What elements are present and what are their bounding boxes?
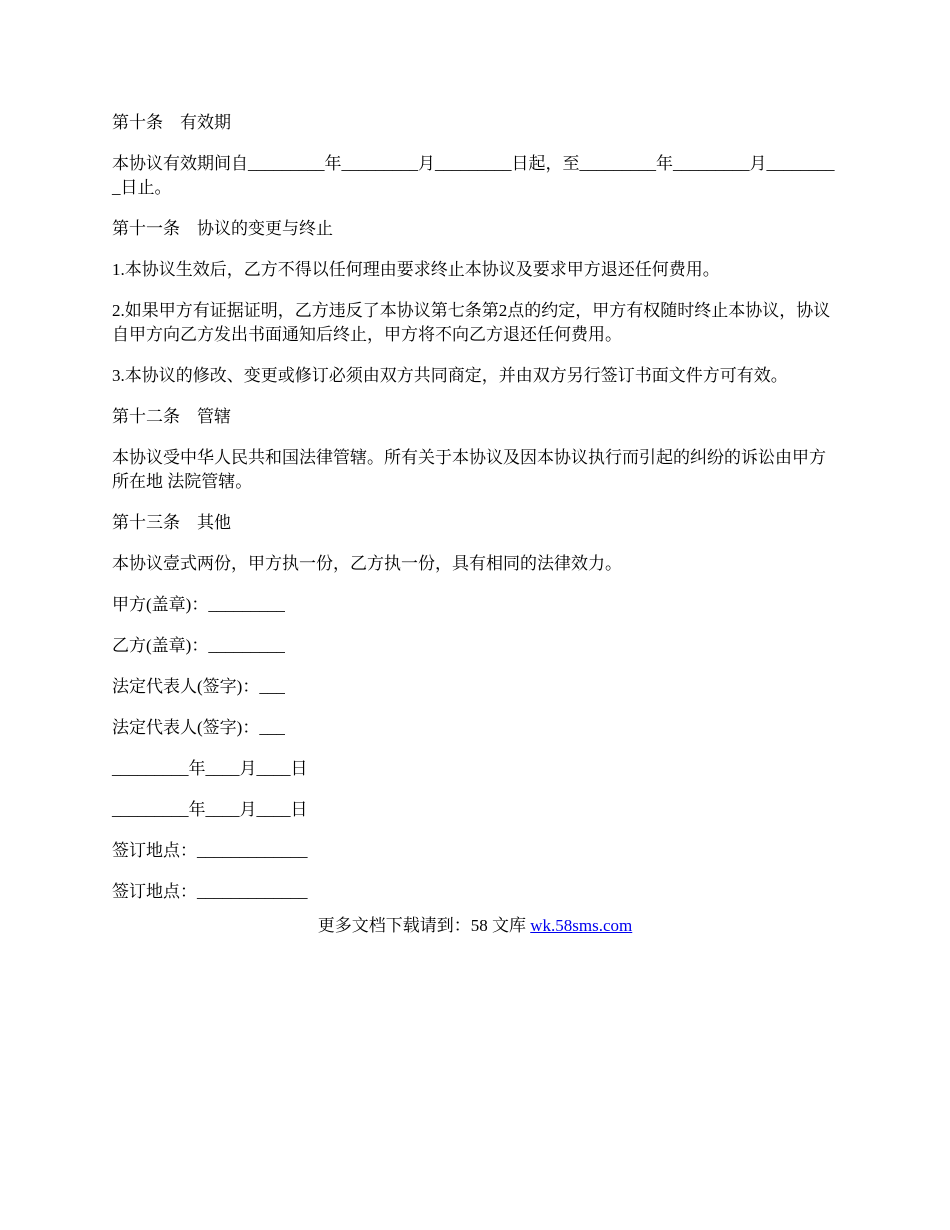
legal-rep-signature-line-a: 法定代表人(签字)：___ <box>112 677 285 696</box>
clause-11-2: 2.如果甲方有证据证明，乙方违反了本协议第七条第2点的约定，甲方有权随时终止本协议，协议自甲方向乙方发出书面通知后终止，甲方将不向乙方退还任何费用。 <box>112 301 831 344</box>
signing-place-line-b: 签订地点：_____________ <box>112 882 308 901</box>
validity-period-paragraph: 本协议有效期间自_________年_________月_________日起，至_________年_________月_________日止。 <box>112 154 835 197</box>
party-b-seal-line: 乙方(盖章)：_________ <box>112 636 285 655</box>
date-line-b: _________年____月____日 <box>112 800 308 819</box>
footer-link[interactable]: wk.58sms.com <box>530 916 633 935</box>
footer <box>0 914 950 938</box>
section-heading-13: 第十三条 其他 <box>112 513 231 532</box>
clause-11-1: 1.本协议生效后，乙方不得以任何理由要求终止本协议及要求甲方退还任何费用。 <box>112 260 720 279</box>
footer-text: 更多文档下载请到：58 文库 <box>317 916 531 935</box>
party-a-seal-line: 甲方(盖章)：_________ <box>112 595 285 614</box>
section-heading-11: 第十一条 协议的变更与终止 <box>112 219 333 238</box>
document-body <box>112 111 842 921</box>
copies-paragraph: 本协议壹式两份，甲方执一份，乙方执一份，具有相同的法律效力。 <box>112 554 622 573</box>
jurisdiction-paragraph: 本协议受中华人民共和国法律管辖。所有关于本协议及因本协议执行而引起的纠纷的诉讼由甲方所在地 法院管辖。 <box>112 448 826 491</box>
date-line-a: _________年____月____日 <box>112 759 308 778</box>
section-heading-10: 第十条 有效期 <box>112 113 231 132</box>
legal-rep-signature-line-b: 法定代表人(签字)：___ <box>112 718 285 737</box>
clause-11-3: 3.本协议的修改、变更或修订必须由双方共同商定，并由双方另行签订书面文件方可有效。 <box>112 366 788 385</box>
signing-place-line-a: 签订地点：_____________ <box>112 841 308 860</box>
section-heading-12: 第十二条 管辖 <box>112 407 231 426</box>
